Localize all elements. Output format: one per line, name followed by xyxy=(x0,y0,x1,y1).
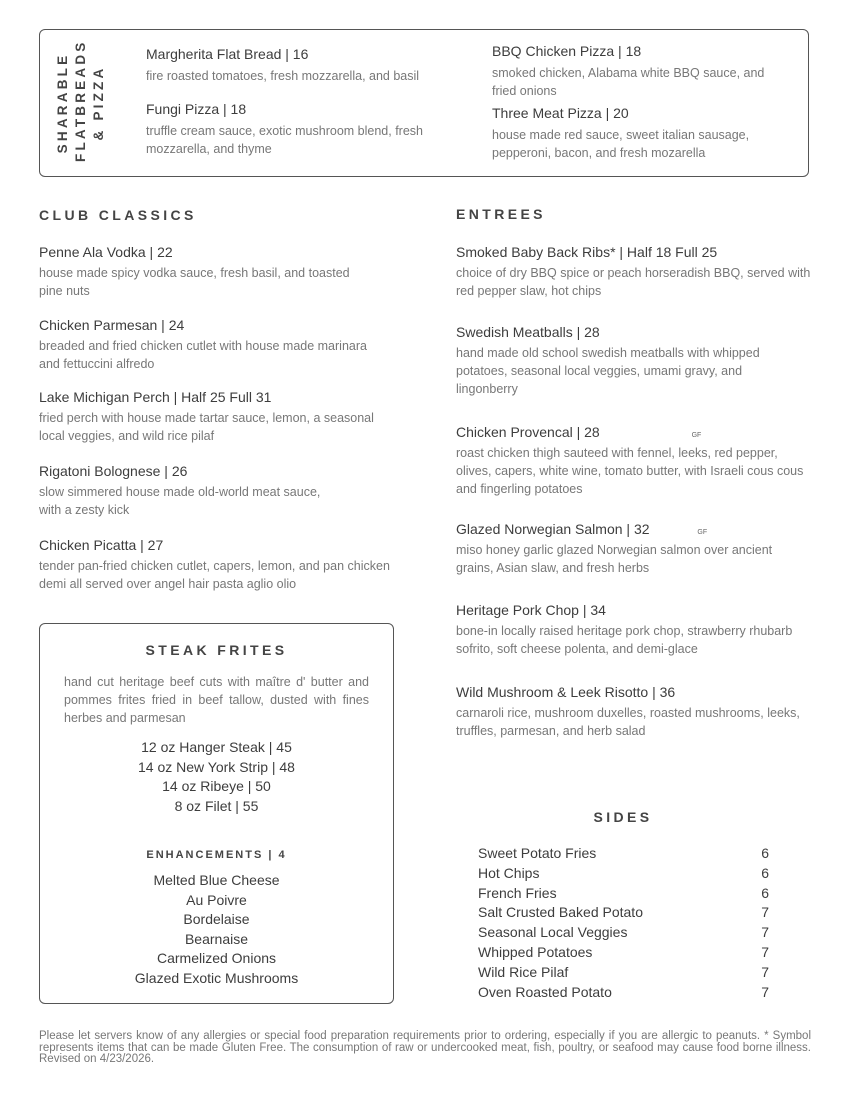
sides-list xyxy=(478,844,769,1002)
gluten-free-badge: GF xyxy=(691,432,702,439)
side-price: 7 xyxy=(761,963,769,980)
item-name: Heritage Pork Chop | 34 xyxy=(456,602,606,618)
menu-item xyxy=(39,317,369,373)
enhancement-item: Bordelaise xyxy=(183,911,250,927)
menu-item xyxy=(492,105,792,162)
steak-item: 14 oz Ribeye | 50 xyxy=(162,778,271,794)
side-row xyxy=(478,884,769,904)
enhancement-item: Bearnaise xyxy=(184,930,249,947)
item-name: Rigatoni Bolognese | 26 xyxy=(39,463,188,479)
side-row xyxy=(478,903,769,923)
item-description: truffle cream sauce, exotic mushroom blend, fresh mozzarella, and thyme xyxy=(146,124,423,156)
menu-item xyxy=(492,43,787,100)
side-row xyxy=(478,963,769,983)
side-name: Oven Roasted Potato xyxy=(478,983,612,1000)
steak-frites-section xyxy=(39,623,394,1004)
steak-frites-description: hand cut heritage beef cuts with maître d' butter and pommes frites fried in beef tallow, dusted with fines herbes and parmesan xyxy=(64,675,369,725)
item-description: choice of dry BBQ spice or peach horseradish BBQ, served with red pepper slaw, hot chips xyxy=(456,266,811,298)
menu-item xyxy=(456,424,816,498)
menu-item xyxy=(39,244,369,300)
item-name xyxy=(456,424,816,440)
entrees-heading: ENTREES xyxy=(456,206,546,222)
item-description: hand made old school swedish meatballs with whipped potatoes, seasonal local veggies, umami gravy, and lingonberry xyxy=(456,346,760,396)
item-description: tender pan-fried chicken cutlet, capers, lemon, and pan chicken demi all served over angel hair pasta aglio olio xyxy=(39,559,390,591)
item-name-text: Glazed Norwegian Salmon | 32 xyxy=(456,521,650,537)
item-description: smoked chicken, Alabama white BBQ sauce, and fried onions xyxy=(492,66,765,98)
item-description: carnaroli rice, mushroom duxelles, roasted mushrooms, leeks, truffles, parmesan, and herb salad xyxy=(456,706,800,738)
menu-item xyxy=(39,463,329,519)
item-description: miso honey garlic glazed Norwegian salmon over ancient grains, Asian slaw, and fresh herbs xyxy=(456,543,773,575)
side-row xyxy=(478,923,769,943)
gluten-free-badge: GF xyxy=(697,529,708,536)
side-price: 7 xyxy=(761,904,769,921)
menu-item xyxy=(146,101,446,158)
item-name: Chicken Parmesan | 24 xyxy=(39,317,185,333)
side-name: Wild Rice Pilaf xyxy=(478,963,569,980)
flatbreads-heading-line2: FLATBREADS xyxy=(73,39,88,162)
enhancement-item: Glazed Exotic Mushrooms xyxy=(134,969,299,986)
enhancements-heading: ENHANCEMENTS | 4 xyxy=(146,849,287,861)
enhancement-item: Au Poivre xyxy=(186,891,247,908)
steak-item: 14 oz New York Strip | 48 xyxy=(138,758,295,775)
side-row xyxy=(478,943,769,963)
item-description: house made red sauce, sweet italian sausage, pepperoni, bacon, and fresh mozarella xyxy=(492,128,750,160)
item-name: Fungi Pizza | 18 xyxy=(146,101,247,117)
side-name: French Fries xyxy=(478,884,557,901)
item-description: breaded and fried chicken cutlet with house made marinara and fettuccini alfredo xyxy=(39,339,367,371)
item-name: Swedish Meatballs | 28 xyxy=(456,324,600,340)
side-name: Salt Crusted Baked Potato xyxy=(478,904,643,921)
menu-item xyxy=(39,537,399,593)
side-price: 6 xyxy=(761,864,769,881)
menu-item xyxy=(456,521,806,577)
side-price: 7 xyxy=(761,924,769,941)
menu-item xyxy=(456,324,801,398)
flatbreads-section xyxy=(39,29,809,177)
side-price: 6 xyxy=(761,884,769,901)
steak-item: 12 oz Hanger Steak | 45 xyxy=(141,739,292,755)
menu-item xyxy=(39,389,379,445)
item-description: roast chicken thigh sauteed with fennel, leeks, red pepper, olives, capers, white wine, tomato butter, with Israeli cous cous and fingerling potatoes xyxy=(456,446,804,496)
item-name: BBQ Chicken Pizza | 18 xyxy=(492,43,642,59)
steak-item: 8 oz Filet | 55 xyxy=(174,797,259,814)
flatbreads-heading xyxy=(54,39,110,162)
menu-item xyxy=(456,244,816,300)
side-price: 7 xyxy=(761,943,769,960)
enhancement-item: Carmelized Onions xyxy=(156,950,277,966)
item-name: Wild Mushroom & Leek Risotto | 36 xyxy=(456,684,676,700)
item-name: Margherita Flat Bread | 16 xyxy=(146,46,309,62)
side-name: Seasonal Local Veggies xyxy=(478,924,628,941)
item-description: house made spicy vodka sauce, fresh basil, and toasted pine nuts xyxy=(39,266,350,298)
menu-item xyxy=(146,46,476,85)
side-name: Sweet Potato Fries xyxy=(478,845,597,861)
item-name: Penne Ala Vodka | 22 xyxy=(39,244,173,260)
side-row xyxy=(478,983,769,1003)
club-classics-heading: CLUB CLASSICS xyxy=(39,207,197,223)
side-price: 6 xyxy=(761,845,769,861)
item-name: Lake Michigan Perch | Half 25 Full 31 xyxy=(39,389,272,405)
side-price: 7 xyxy=(761,983,769,1000)
steak-list xyxy=(40,738,393,816)
item-name: Smoked Baby Back Ribs* | Half 18 Full 25 xyxy=(456,244,718,260)
sides-heading: SIDES xyxy=(593,809,653,825)
flatbreads-heading-line1: SHARABLE xyxy=(55,52,70,154)
item-description: bone-in locally raised heritage pork chop, strawberry rhubarb sofrito, soft cheese polenta, and demi-glace xyxy=(456,624,793,656)
flatbreads-heading-line3: & PIZZA xyxy=(91,65,106,141)
enhancement-item: Melted Blue Cheese xyxy=(153,872,280,888)
steak-frites-heading: STEAK FRITES xyxy=(145,642,288,658)
item-description: fried perch with house made tartar sauce, lemon, a seasonal local veggies, and wild rice pilaf xyxy=(39,411,374,443)
enhancements-list xyxy=(40,871,393,988)
item-name-text: Chicken Provencal | 28 xyxy=(456,424,600,440)
menu-item xyxy=(456,602,801,658)
side-name: Hot Chips xyxy=(478,864,540,881)
item-name xyxy=(456,521,806,537)
side-row xyxy=(478,864,769,884)
menu-item xyxy=(456,684,816,740)
item-name: Chicken Picatta | 27 xyxy=(39,537,164,553)
side-name: Whipped Potatoes xyxy=(478,943,593,960)
item-name: Three Meat Pizza | 20 xyxy=(492,105,629,121)
item-description: fire roasted tomatoes, fresh mozzarella, and basil xyxy=(146,69,420,83)
item-description: slow simmered house made old-world meat sauce, with a zesty kick xyxy=(39,485,321,517)
side-row xyxy=(478,844,769,864)
allergy-disclaimer: Please let servers know of any allergies or special food preparation requirements prior to ordering, especially if you are allergic to peanuts. * Symbol represents items that can be made Gluten Free. The consumption of raw or undercooked meat, fish, poultry, or seafood may cause food borne illness. Revised on 4/23/2026. xyxy=(39,1030,811,1065)
